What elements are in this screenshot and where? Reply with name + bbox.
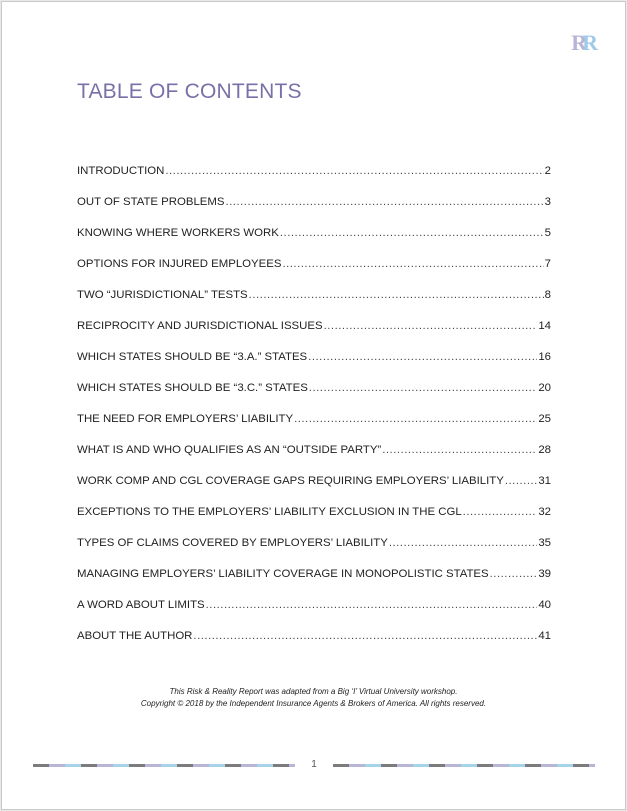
- toc-entry[interactable]: [77, 165, 551, 196]
- dot-leader: [282, 258, 543, 270]
- toc-entry-page: 35: [538, 537, 551, 549]
- toc-list: [77, 165, 551, 661]
- toc-entry-label: RECIPROCITY AND JURISDICTIONAL ISSUES: [77, 320, 323, 332]
- dot-leader: [249, 289, 544, 301]
- toc-entry-label: OUT OF STATE PROBLEMS: [77, 196, 225, 208]
- footer-rule-right: [333, 764, 595, 767]
- dot-leader: [193, 630, 537, 642]
- toc-entry[interactable]: [77, 196, 551, 227]
- toc-entry-page: 39: [538, 568, 551, 580]
- toc-entry-label: WHICH STATES SHOULD BE “3.A.” STATES: [77, 351, 308, 363]
- toc-entry-page: 14: [538, 320, 551, 332]
- dot-leader: [490, 568, 538, 580]
- dot-leader: [382, 444, 537, 456]
- toc-entry-label: TYPES OF CLAIMS COVERED BY EMPLOYERS’ LIABILITY: [77, 537, 388, 549]
- dot-leader: [463, 506, 538, 518]
- toc-entry[interactable]: [77, 630, 551, 661]
- dot-leader: [309, 382, 538, 394]
- toc-entry[interactable]: [77, 599, 551, 630]
- toc-entry[interactable]: [77, 475, 551, 506]
- toc-entry-label: ABOUT THE AUTHOR: [77, 630, 193, 642]
- toc-entry-label: OPTIONS FOR INJURED EMPLOYEES: [77, 258, 282, 270]
- toc-entry-page: 31: [538, 475, 551, 487]
- toc-entry[interactable]: [77, 289, 551, 320]
- note-line-2: Copyright © 2018 by the Independent Insurance Agents & Brokers of America. All rights reserved.: [140, 699, 487, 708]
- toc-entry[interactable]: [77, 351, 551, 382]
- toc-entry[interactable]: [77, 568, 551, 599]
- toc-entry-page: 16: [538, 351, 551, 363]
- toc-entry[interactable]: [77, 444, 551, 475]
- page-number: 1: [311, 759, 317, 770]
- logo-letter-r2: R: [582, 30, 593, 55]
- toc-entry[interactable]: [77, 258, 551, 289]
- dot-leader: [206, 599, 538, 611]
- toc-entry-label: THE NEED FOR EMPLOYERS’ LIABILITY: [77, 413, 294, 425]
- toc-entry[interactable]: [77, 537, 551, 568]
- toc-entry-page: 5: [544, 227, 551, 239]
- toc-entry[interactable]: [77, 382, 551, 413]
- dot-leader: [165, 165, 543, 177]
- toc-entry-page: 32: [538, 506, 551, 518]
- toc-entry-page: 7: [544, 258, 551, 270]
- dot-leader: [505, 475, 538, 487]
- toc-entry[interactable]: [77, 320, 551, 351]
- toc-entry-page: 28: [538, 444, 551, 456]
- copyright-note: [2, 686, 625, 710]
- toc-entry-page: 20: [538, 382, 551, 394]
- toc-entry-label: WORK COMP AND CGL COVERAGE GAPS REQUIRING EMPLOYERS’ LIABILITY: [77, 475, 504, 487]
- dot-leader: [324, 320, 538, 332]
- toc-entry-label: KNOWING WHERE WORKERS WORK: [77, 227, 279, 239]
- toc-entry-label: WHAT IS AND WHO QUALIFIES AS AN “OUTSIDE PARTY”: [77, 444, 382, 456]
- toc-entry-page: 25: [538, 413, 551, 425]
- toc-entry[interactable]: [77, 506, 551, 537]
- toc-entry[interactable]: [77, 227, 551, 258]
- dot-leader: [389, 537, 538, 549]
- document-page: [1, 1, 626, 810]
- toc-entry-page: 41: [538, 630, 551, 642]
- note-line-1: This Risk & Reality Report was adapted from a Big ‘I’ Virtual University workshop.: [169, 687, 458, 696]
- toc-entry-page: 8: [544, 289, 551, 301]
- toc-entry-page: 2: [544, 165, 551, 177]
- dot-leader: [308, 351, 537, 363]
- toc-entry-label: EXCEPTIONS TO THE EMPLOYERS’ LIABILITY EXCLUSION IN THE CGL: [77, 506, 462, 518]
- toc-entry-page: 40: [538, 599, 551, 611]
- toc-entry-label: MANAGING EMPLOYERS’ LIABILITY COVERAGE IN MONOPOLISTIC STATES: [77, 568, 489, 580]
- toc-entry[interactable]: [77, 413, 551, 444]
- page-title: TABLE OF CONTENTS: [77, 80, 302, 103]
- toc-entry-label: WHICH STATES SHOULD BE “3.C.” STATES: [77, 382, 308, 394]
- rr-logo: [571, 32, 593, 54]
- logo-letter-r1: R: [571, 30, 583, 55]
- dot-leader: [280, 227, 544, 239]
- toc-entry-label: TWO “JURISDICTIONAL” TESTS: [77, 289, 248, 301]
- toc-entry-label: A WORD ABOUT LIMITS: [77, 599, 205, 611]
- footer-rule-left: [33, 764, 295, 767]
- dot-leader: [294, 413, 537, 425]
- toc-entry-label: INTRODUCTION: [77, 165, 165, 177]
- toc-entry-page: 3: [544, 196, 551, 208]
- dot-leader: [225, 196, 543, 208]
